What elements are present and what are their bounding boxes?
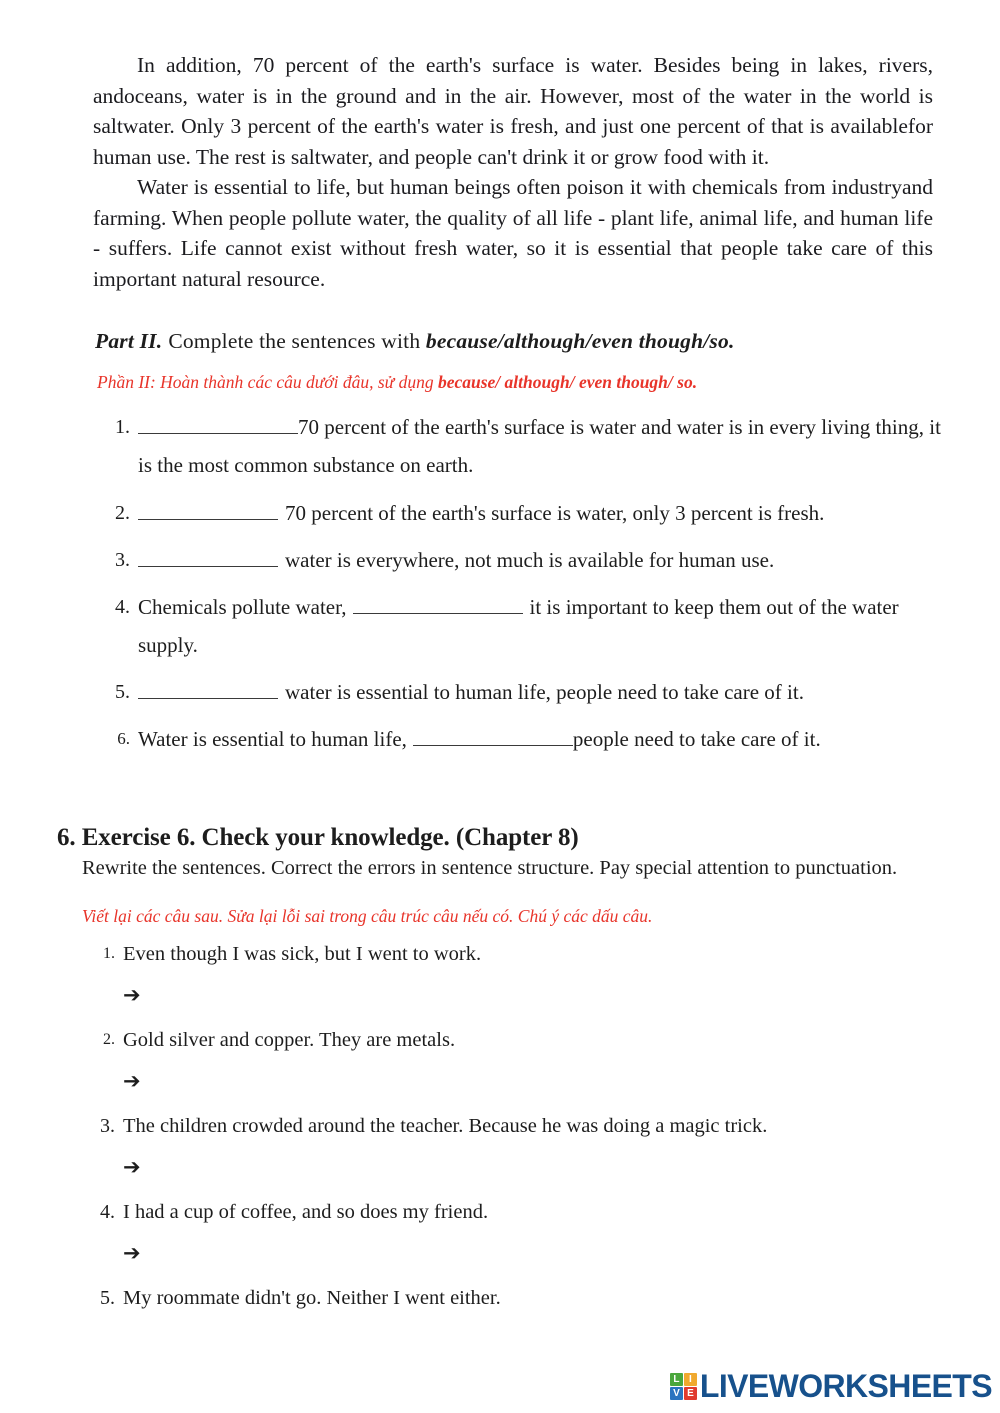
item-number: 5.	[115, 681, 130, 703]
reading-passage	[93, 50, 933, 294]
exercise6-item	[85, 1026, 945, 1054]
item-text-after: it is important to keep them out of the water supply.	[138, 595, 899, 657]
item-number: 1.	[103, 945, 115, 962]
logo-tile-v: V	[670, 1387, 683, 1400]
part2-heading	[95, 327, 935, 355]
item-number: 3.	[100, 1115, 115, 1137]
logo-tiles-icon	[670, 1373, 697, 1400]
part2-vietnamese-instruction	[97, 371, 947, 393]
exercise6-item	[85, 940, 945, 968]
arrow-right-icon: ➔	[123, 1069, 141, 1093]
part2-vi-conjunctions: because/ although/ even though/ so.	[437, 372, 698, 392]
exercise6-item	[85, 1112, 945, 1140]
part2-conjunctions: because/although/even though/so.	[425, 329, 735, 353]
logo-tile-l: L	[670, 1373, 683, 1386]
answer-blank[interactable]	[353, 597, 523, 614]
item-number: 1.	[115, 416, 130, 438]
item-text-after: water is everywhere, not much is available for human use.	[285, 548, 775, 572]
item-sentence: Even though I was sick, but I went to work.	[123, 943, 482, 965]
logo-wordmark: LIVEWORKSHEETS	[699, 1368, 992, 1404]
passage-paragraph-2: Water is essential to life, but human beings often poison it with chemicals from industryand farming. When people pollute water, the quality of all life - plant life, animal life, and human life - suffers. Life cannot exist without fresh water, so it is essential that people take care of this important natural resource.	[93, 175, 933, 291]
part2-item	[100, 588, 945, 664]
part2-exercise-list	[100, 408, 945, 767]
answer-blank[interactable]	[138, 550, 278, 567]
item-sentence: Gold silver and copper. They are metals.	[123, 1029, 456, 1051]
item-sentence: I had a cup of coffee, and so does my friend.	[123, 1201, 489, 1223]
exercise6-item	[85, 1198, 945, 1226]
item-text-after: people need to take care of it.	[572, 727, 821, 751]
passage-paragraph-1: In addition, 70 percent of the earth's surface is water. Besides being in lakes, rivers, andoceans, water is in the ground and in the air. However, most of the water in the world is saltwater. Only 3 percent of the earth's water is fresh, and just one percent of that is availablefor human use. The rest is saltwater, and people can't drink it or grow food with it.	[93, 53, 933, 169]
item-sentence: The children crowded around the teacher. Because he was doing a magic trick.	[123, 1115, 768, 1137]
item-number: 5.	[100, 1287, 115, 1309]
logo-tile-e: E	[684, 1387, 697, 1400]
exercise6-vietnamese-instruction: Viết lại các câu sau. Sửa lại lỗi sai trong câu trúc câu nếu có. Chú ý các dấu câu.	[82, 906, 653, 926]
item-sentence: My roommate didn't go. Neither I went either.	[123, 1287, 501, 1309]
part2-vi-prefix: Phần II: Hoàn thành các câu dưới đâu, sử dụng	[97, 372, 434, 392]
exercise6-list	[85, 940, 945, 1312]
item-number: 3.	[115, 549, 130, 571]
item-number: 2.	[103, 1031, 115, 1048]
exercise6-instruction: Rewrite the sentences. Correct the errors in sentence structure. Pay special attention to punctuation.	[82, 857, 898, 879]
item-text-before: Water is essential to human life,	[138, 727, 407, 751]
item-number: 2.	[115, 502, 130, 524]
logo-tile-i: I	[684, 1373, 697, 1386]
answer-blank[interactable]	[138, 417, 298, 434]
arrow-right-icon: ➔	[123, 1155, 141, 1179]
item-text-before: Chemicals pollute water,	[138, 595, 347, 619]
item-number: 4.	[115, 596, 130, 618]
part2-label: Part II.	[95, 329, 163, 353]
answer-blank[interactable]	[138, 503, 278, 520]
arrow-right-icon: ➔	[123, 1241, 141, 1265]
part2-instruction: Complete the sentences with	[168, 329, 421, 353]
exercise6-item	[85, 1284, 945, 1312]
part2-item	[100, 408, 945, 484]
item-number: 4.	[100, 1201, 115, 1223]
exercise6-title: 6. Exercise 6. Check your knowledge. (Chapter 8)	[57, 824, 579, 851]
part2-item	[100, 494, 945, 532]
part2-item	[100, 720, 945, 758]
item-text-after: 70 percent of the earth's surface is water, only 3 percent is fresh.	[285, 501, 825, 525]
answer-blank[interactable]	[138, 682, 278, 699]
item-text-after: 70 percent of the earth's surface is water and water is in every living thing, it is the most common substance on earth.	[138, 415, 941, 477]
arrow-right-icon: ➔	[123, 983, 141, 1007]
part2-item	[100, 673, 945, 711]
item-number: 6.	[117, 729, 130, 748]
answer-blank[interactable]	[413, 729, 573, 746]
liveworksheets-logo	[670, 1368, 992, 1405]
part2-item	[100, 541, 945, 579]
item-text-after: water is essential to human life, people need to take care of it.	[285, 680, 804, 704]
